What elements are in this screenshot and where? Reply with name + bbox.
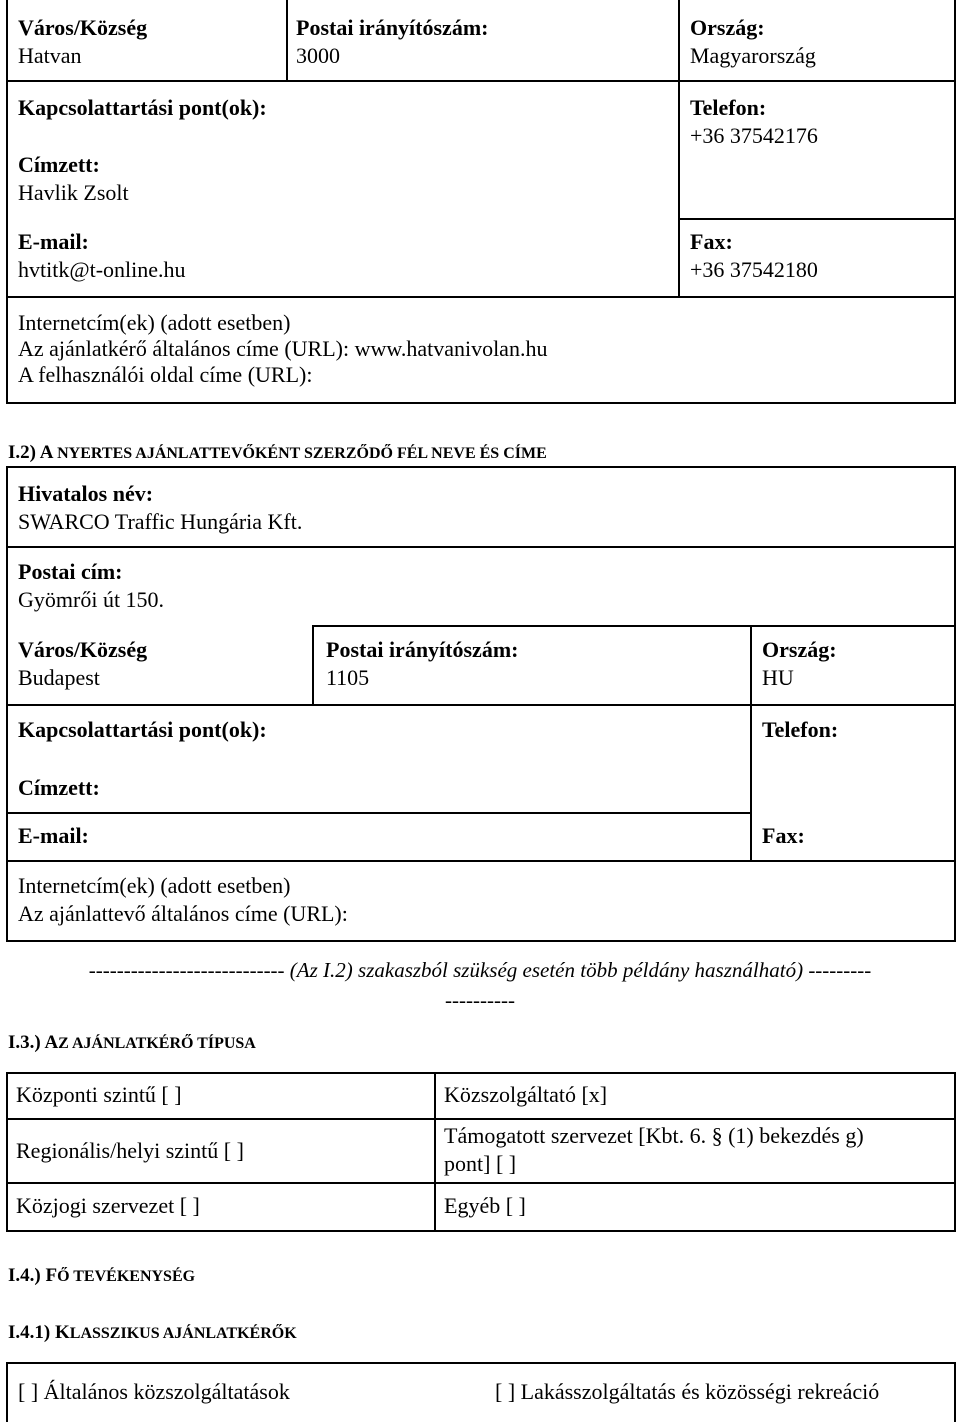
city-value: Hatvan (18, 43, 82, 68)
winner-general-url: Az ajánlattevő általános címe (URL): (18, 901, 348, 926)
fax-cell (690, 228, 950, 284)
winner-recipient-cell (18, 774, 738, 802)
section-i2-number: I.2) (8, 442, 36, 463)
zip-cell (296, 14, 666, 70)
supported-org-line2: pont] [ ] (444, 1151, 517, 1176)
section-i3-number: I.3.) (8, 1032, 41, 1053)
recipient-value: Havlik Zsolt (18, 180, 129, 205)
section-i4-title: Ő TEVÉKENYSÉG (57, 1268, 196, 1285)
winner-recipient-label: Címzett: (18, 775, 100, 800)
section-i3-initial: A (44, 1032, 59, 1053)
section-i4-initial: F (45, 1265, 58, 1286)
winner-fax-cell (762, 822, 952, 850)
winner-country-value: HU (762, 665, 794, 690)
section-i3-title: Z AJÁNLATKÉRŐ TÍPUSA (58, 1035, 256, 1052)
regional-level-option[interactable]: Regionális/helyi szintű [ ] (16, 1138, 244, 1163)
email-label: E-mail: (18, 229, 89, 254)
country-cell (690, 14, 950, 70)
winner-internet-cell (18, 872, 938, 928)
winner-email-label: E-mail: (18, 823, 89, 848)
winner-city-cell (18, 636, 308, 692)
phone-cell (690, 94, 950, 150)
postal-address-cell (18, 558, 938, 614)
email-cell (18, 228, 668, 284)
phone-label: Telefon: (690, 95, 767, 120)
official-name-cell (18, 480, 938, 536)
winner-country-label: Ország: (762, 637, 837, 662)
repeat-note-line2: ---------- (445, 988, 515, 1012)
general-services-option[interactable]: [ ] Általános közszolgáltatások (18, 1379, 290, 1404)
winner-phone-cell (762, 716, 952, 744)
section-i3-heading (8, 1031, 256, 1056)
winner-contact-label: Kapcsolattartási pont(ok): (18, 717, 267, 742)
winner-city-value: Budapest (18, 665, 100, 690)
zip-label: Postai irányítószám: (296, 15, 489, 40)
section-i2-title: NYERTES AJÁNLATTEVŐKÉNT SZERZŐDŐ FÉL NEVE ÉS CÍME (57, 445, 547, 462)
winner-zip-label: Postai irányítószám: (326, 637, 519, 662)
fax-label: Fax: (690, 229, 733, 254)
winner-fax-label: Fax: (762, 823, 805, 848)
internet-cell (18, 310, 948, 388)
postal-address-label: Postai cím: (18, 559, 123, 584)
country-value: Magyarország (690, 43, 816, 68)
winner-city-label: Város/Község (18, 637, 148, 662)
section-i4-number: I.4.) (8, 1265, 41, 1286)
housing-option[interactable]: [ ] Lakásszolgáltatás és közösségi rekreáció (495, 1379, 880, 1404)
section-i41-initial: K (54, 1322, 70, 1343)
email-value: hvtitk@t-online.hu (18, 257, 186, 282)
winner-country-cell (762, 636, 952, 692)
utility-option[interactable]: Közszolgáltató [x] (444, 1082, 608, 1107)
internet-label: Internetcím(ek) (adott esetben) (18, 310, 291, 335)
central-level-option[interactable]: Központi szintű [ ] (16, 1082, 182, 1107)
contact-cell (18, 94, 668, 122)
winner-zip-value: 1105 (326, 665, 370, 690)
contact-label: Kapcsolattartási pont(ok): (18, 95, 267, 120)
country-label: Ország: (690, 15, 765, 40)
general-url: Az ajánlatkérő általános címe (URL): www.hatvanivolan.hu (18, 336, 548, 361)
section-i41-title: LASSZIKUS AJÁNLATKÉRŐK (69, 1325, 297, 1342)
winner-email-cell (18, 822, 738, 850)
supported-org-line1: Támogatott szervezet [Kbt. 6. § (1) bekezdés g) (444, 1123, 864, 1148)
public-law-option[interactable]: Közjogi szervezet [ ] (16, 1193, 200, 1218)
recipient-cell (18, 151, 668, 207)
repeat-note-line1: ---------------------------- (Az I.2) szakaszból szükség esetén több példány használható) --------- (88, 958, 872, 982)
winner-phone-label: Telefon: (762, 717, 839, 742)
other-option[interactable]: Egyéb [ ] (444, 1193, 526, 1218)
zip-value: 3000 (296, 43, 340, 68)
recipient-label: Címzett: (18, 152, 100, 177)
phone-value: +36 37542176 (690, 123, 818, 148)
section-i41-number: I.4.1) (8, 1322, 51, 1343)
section-i41-heading (8, 1321, 297, 1346)
section-i2-heading (8, 441, 547, 466)
user-url: A felhasználói oldal címe (URL): (18, 362, 313, 387)
postal-address-value: Gyömrői út 150. (18, 587, 165, 612)
official-name-label: Hivatalos név: (18, 481, 154, 506)
section-i4-heading (8, 1264, 195, 1289)
city-cell (18, 14, 278, 70)
winner-contact-cell (18, 716, 738, 744)
winner-internet-label: Internetcím(ek) (adott esetben) (18, 873, 291, 898)
winner-zip-cell (326, 636, 746, 692)
section-i2-initial: A (39, 442, 53, 463)
fax-value: +36 37542180 (690, 257, 818, 282)
official-name-value: SWARCO Traffic Hungária Kft. (18, 509, 303, 534)
supported-org-option[interactable] (444, 1122, 949, 1178)
city-label: Város/Község (18, 15, 148, 40)
